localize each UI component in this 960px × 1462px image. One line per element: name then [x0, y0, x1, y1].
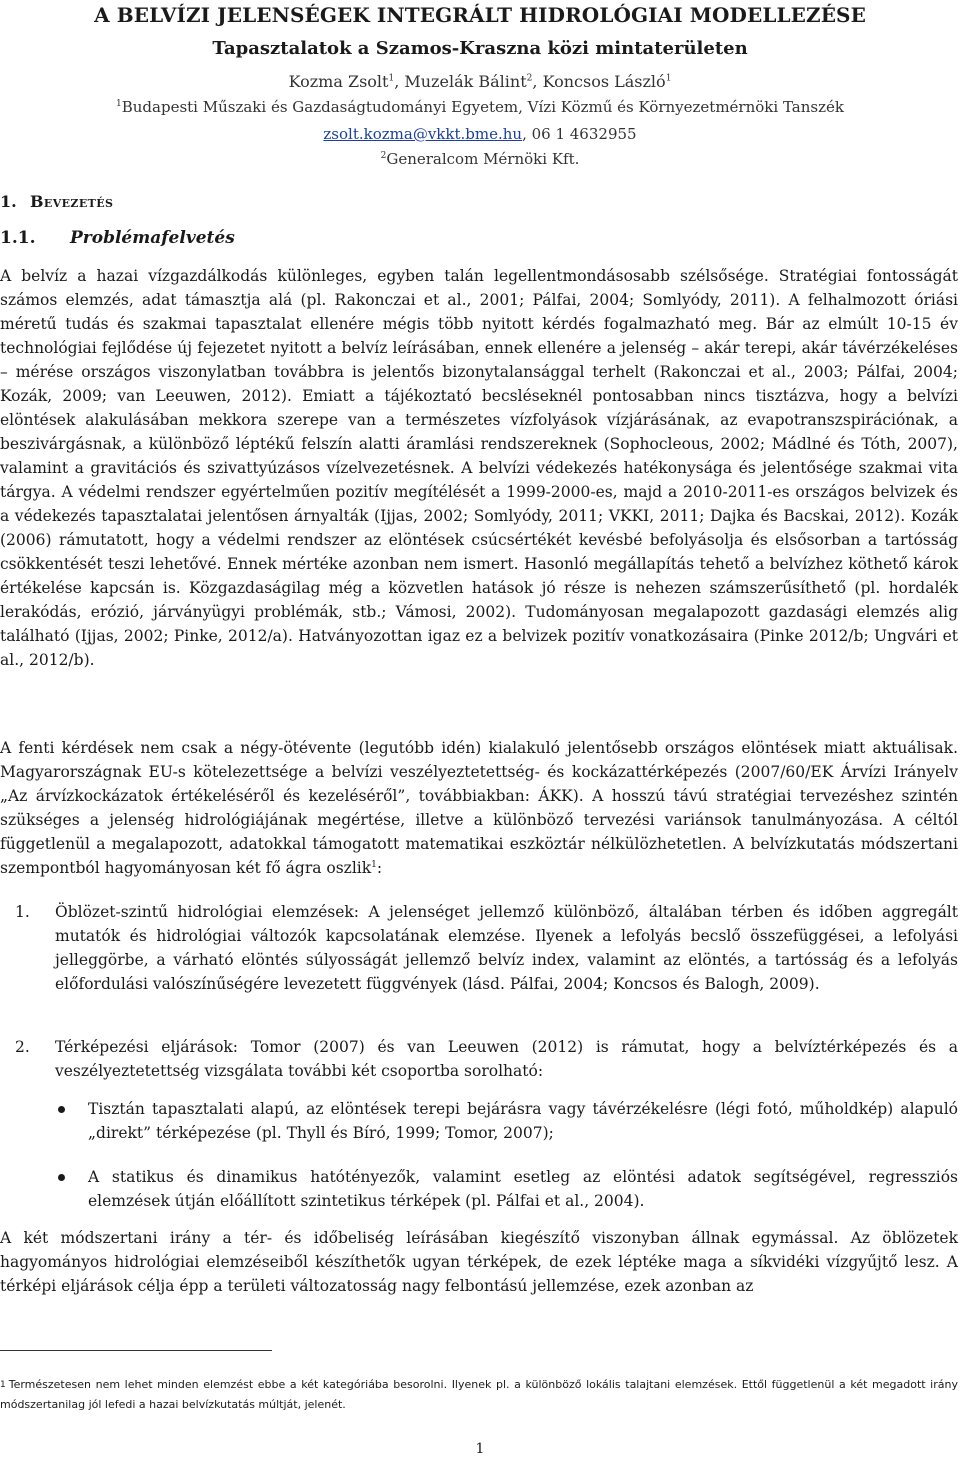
numbered-item	[15, 900, 958, 996]
author-list: Kozma Zsolt$^1$, Muzelák Bálint$^2$, Koncsos László$^1$	[288, 72, 672, 91]
bullet-item	[88, 1165, 958, 1213]
bullet-icon	[58, 1106, 65, 1113]
affiliation-2	[0, 150, 960, 168]
contact-line	[0, 125, 960, 143]
affiliation-text: Budapesti Műszaki és Gazdaságtudományi Egyetem, Vízi Közmű és Környezetmérnöki Tanszék	[121, 98, 844, 116]
email-link[interactable]: zsolt.kozma@vkkt.bme.hu	[323, 125, 523, 143]
author-name: Koncsos László	[542, 72, 666, 91]
subsection-title: Problémafelvetés	[70, 228, 235, 248]
subsection-heading	[0, 228, 235, 248]
affiliation-1	[0, 98, 960, 116]
footnote-number: 1	[0, 1380, 6, 1390]
affiliation-marker: 2	[526, 73, 533, 84]
bullet-text: Tisztán tapasztalati alapú, az elöntések terepi bejárásra vagy távérzékelésre (légi fotó, műholdkép) alapuló „direkt” térképezése (pl. Thyll és Bíró, 1999; Tomor, 2007);	[88, 1100, 958, 1142]
footnote	[0, 1375, 958, 1415]
footnote-marker: 1	[371, 859, 377, 870]
section-number: 1.	[0, 192, 17, 211]
bullet-item	[88, 1097, 958, 1145]
numbered-item	[15, 1035, 958, 1083]
paragraph-text: A fenti kérdések nem csak a négy-ötévente (legutóbb idén) kialakuló jelentősebb országos elöntések miatt aktuálisak. Magyarországnak EU-s kötelezettsége a belvízi veszélyeztetettség- és kockázattérképezés (2007/60/EK Árvízi Irányelv „Az árvízkockázatok értékeléséről és kezeléséről”, továbbiakban: ÁKK). A hosszú távú stratégiai tervezéshez szintén szükséges a jelenség hidrológiájának megértése, illetve a különböző tervezési variánsok tanulmányozása. A céltól függetlenül a megalapozott, adatokkal támogatott matematikai eszköztár nélkülözhetetlen. A belvízkutatás módszertani szempontból hagyományosan két fő ágra oszlik	[0, 739, 958, 877]
bullet-text: A statikus és dinamikus hatótényezők, valamint esetleg az elöntési adatok segítségével, regressziós elemzések útján előállított szintetikus térképek (pl. Pálfai et al., 2004).	[88, 1168, 958, 1210]
affiliation-marker: 1	[388, 73, 395, 84]
paper-title: A BELVÍZI JELENSÉGEK INTEGRÁLT HIDROLÓGIAI MODELLEZÉSE	[94, 3, 866, 27]
phone-number: , 06 1 4632955	[522, 125, 637, 143]
subsection-number: 1.1.	[0, 228, 36, 248]
item-text: Térképezési eljárások: Tomor (2007) és van Leeuwen (2012) is rámutat, hogy a belvíztérképezés és a veszélyeztetettség vizsgálata további két csoportba sorolható:	[55, 1038, 958, 1080]
affiliation-text: Generalcom Mérnöki Kft.	[386, 150, 580, 168]
item-number: 1.	[15, 903, 30, 921]
affiliation-marker: 1	[665, 73, 672, 84]
body-paragraph: A belvíz a hazai vízgazdálkodás különleges, egyben talán legellentmondásosabb szélsősége. Stratégiai fontosságát számos elemzés, adat támasztja alá (pl. Rakonczai et al., 2001; Pálfai, 2004; Somlyódy, 2011). A felhalmozott óriási méretű tudás és szakmai tapasztalat ellenére mégis több nyitott kérdés fogalmazható meg. Bár az elmúlt 10-15 év technológiai fejlődése új fejezetet nyitott a belvíz leírásában, ennek ellenére a jelenség – akár terepi, akár távérzékeléses – mérése országos viszonylatban továbbra is jelentős bizonytalansággal terhelt (Rakonczai et al., 2003; Pálfai, 2004; Kozák, 2009; van Leeuwen, 2012). Emiatt a tájékoztató becsléseknél pontosabban nincs tisztázva, hogy a belvízi elöntések alakulásában mekkora szerepe van a természetes vízfolyások vízjárásának, az evapotranszspirációnak, a beszivárgásnak, a különböző léptékű felszín alatti áramlási rendszereknek (Sophocleous, 2002; Mádlné és Tóth, 2007), valamint a gravitációs és szivattyúzásos vízelvezetésnek. A belvízi védekezés hatékonysága és jelentősége szakmai vita tárgya. A védelmi rendszer egyértelműen pozitív megítélését a 1999-2000-es, majd a 2010-2011-es országos belvizek és a védekezés tapasztalatai jelentősen árnyalták (Ijjas, 2002; Somlyódy, 2011; VKKI, 2011; Dajka és Bacskai, 2012). Kozák (2006) rámutatott, hogy a védelmi rendszer az elöntések csúcsértékét kevésbé befolyásolja és elsősorban a tartósság csökkentését teszi lehetővé. Ennek mértéke azonban nem ismert. Hasonló megállapítás tehető a belvízhez köthető károk értékelése kapcsán is. Közgazdaságilag még a közvetlen hatások jó része is nehezen számszerűsíthető (pl. hordalék lerakódás, erózió, járványügyi problémák, stb.; Vámosi, 2002). Tudományosan megalapozott gazdasági elemzés alig található (Ijjas, 2002; Pinke, 2012/a). Hatványozottan igaz ez a belvizek pozitív vonatkozásaira (Pinke 2012/b; Ungvári et al., 2012/b).	[0, 267, 958, 669]
paper-subtitle: Tapasztalatok a Szamos-Kraszna közi mintaterületen	[212, 38, 748, 59]
item-number: 2.	[15, 1038, 30, 1056]
page-number: 1	[475, 1441, 485, 1457]
section-heading	[0, 192, 113, 211]
affiliation-marker: 1	[116, 99, 122, 109]
body-paragraph: A két módszertani irány a tér- és időbeliség leírásában kiegészítő viszonyban állnak egymással. Az öblözetek hagyományos hidrológiai elemzéseiből készíthetők ugyan térképek, de ezek léptéke maga a síkvidéki vízgyűjtő lesz. A térképi eljárások célja épp a területi változatosság nagy felbontású jellemzése, ezek azonban az	[0, 1229, 958, 1295]
bullet-icon	[58, 1174, 65, 1181]
footnote-divider	[0, 1350, 272, 1351]
section-title: Bevezetés	[30, 192, 114, 211]
affiliation-marker: 2	[380, 151, 387, 161]
item-text: Öblözet-szintű hidrológiai elemzések: A jelenséget jellemző különböző, általában térben és időben aggregált mutatók és hidrológiai változók kapcsolatának elemzése. Ilyenek a lefolyás becslő összefüggései, a lefolyási jelleggörbe, a várható elöntés súlyosságát jellemző belvíz index, valamint az elöntés, a tartósság és a lefolyás előfordulási valószínűségére levezetett függvények (lásd. Pálfai, 2004; Koncsos és Balogh, 2009).	[55, 903, 958, 993]
author-name: Kozma Zsolt	[288, 72, 389, 91]
body-paragraph	[0, 736, 958, 880]
author-name: Muzelák Bálint	[404, 72, 527, 91]
paragraph-end: :	[376, 859, 383, 877]
footnote-text: Természetesen nem lehet minden elemzést ebbe a két kategóriába besorolni. Ilyenek pl. a különböző lokális talajtani elemzések. Ettől függetlenül a két megadott irány módszertanilag jól lefedi a hazai belvízkutatás múltját, jelenét.	[0, 1378, 958, 1411]
